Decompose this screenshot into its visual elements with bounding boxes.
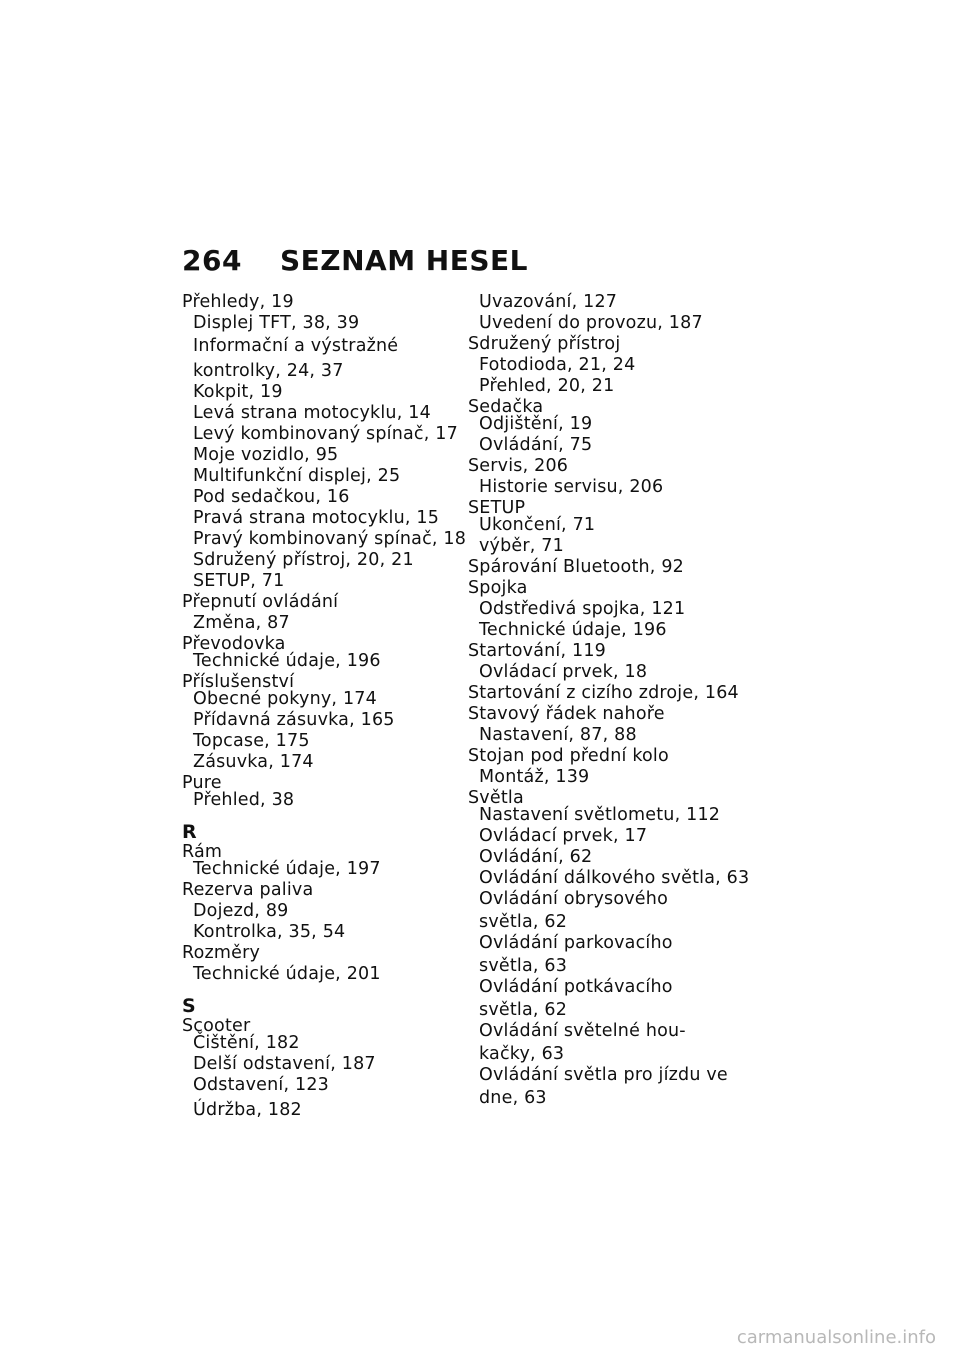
index-subentry: světla, 62 <box>479 1000 568 1020</box>
index-subentry: dne, 63 <box>479 1088 547 1108</box>
index-entry: Převodovka <box>182 634 286 654</box>
index-section-letter: R <box>182 821 197 843</box>
index-subentry: Technické údaje, 196 <box>479 620 667 640</box>
index-entry: Rám <box>182 842 223 862</box>
index-subentry: Montáž, 139 <box>479 767 590 787</box>
index-subentry: světla, 63 <box>479 956 568 976</box>
index-subentry: Ovládání dálkového světla, 63 <box>479 868 750 888</box>
page-title: SEZNAM HESEL <box>280 244 529 277</box>
index-subentry: Ovládání, 62 <box>479 847 593 867</box>
index-subentry: Pravá strana motocyklu, 15 <box>193 508 440 528</box>
index-subentry: Technické údaje, 196 <box>193 651 381 671</box>
index-subentry: Ovládací prvek, 17 <box>479 826 648 846</box>
index-subentry: výběr, 71 <box>479 536 564 556</box>
index-entry: Startování, 119 <box>468 641 607 661</box>
index-entry: Spojka <box>468 578 528 598</box>
index-subentry: Levá strana motocyklu, 14 <box>193 403 431 423</box>
index-subentry: Ovládání potkávacího <box>479 977 673 997</box>
index-column-right <box>468 292 768 1109</box>
index-subentry: Sdružený přístroj, 20, 21 <box>193 550 414 570</box>
index-subentry: Ovládání světelné hou- <box>479 1021 686 1041</box>
index-subentry: Ovládání parkovacího <box>479 933 673 953</box>
index-subentry: Uvazování, 127 <box>479 292 618 312</box>
index-entry: Přehledy, 19 <box>182 292 294 312</box>
index-subentry: Ovládání obrysového <box>479 889 668 909</box>
index-subentry: Nastavení světlometu, 112 <box>479 805 721 825</box>
index-subentry: Moje vozidlo, 95 <box>193 445 339 465</box>
index-subentry: kačky, 63 <box>479 1044 565 1064</box>
index-subentry: Čištění, 182 <box>193 1033 300 1053</box>
index-section-letter: S <box>182 995 196 1017</box>
index-subentry: Displej TFT, 38, 39 <box>193 313 360 333</box>
index-entry: Světla <box>468 788 524 808</box>
index-entry: Stavový řádek nahoře <box>468 704 665 724</box>
index-entry: SETUP <box>468 498 526 518</box>
index-subentry: Odstředivá spojka, 121 <box>479 599 686 619</box>
index-subentry: Kontrolka, 35, 54 <box>193 922 346 942</box>
index-subentry: Multifunkční displej, 25 <box>193 466 401 486</box>
index-subentry: Ukončení, 71 <box>479 515 596 535</box>
index-subentry: Dojezd, 89 <box>193 901 289 921</box>
index-subentry: Ovládání, 75 <box>479 435 593 455</box>
index-subentry: Fotodioda, 21, 24 <box>479 355 636 375</box>
index-subentry: Obecné pokyny, 174 <box>193 689 377 709</box>
index-subentry: Zásuvka, 174 <box>193 752 314 772</box>
index-subentry: kontrolky, 24, 37 <box>193 361 344 381</box>
index-subentry: Ovládací prvek, 18 <box>479 662 648 682</box>
index-subentry: Kokpit, 19 <box>193 382 283 402</box>
index-entry: Pure <box>182 773 222 793</box>
index-subentry: Levý kombinovaný spínač, 17 <box>193 424 458 444</box>
watermark: carmanualsonline.info <box>736 1327 936 1348</box>
index-subentry: světla, 62 <box>479 912 568 932</box>
index-entry: Scooter <box>182 1016 251 1036</box>
index-entry: Sedačka <box>468 397 544 417</box>
index-entry: Příslušenství <box>182 672 295 692</box>
index-entry: Sdružený přístroj <box>468 334 621 354</box>
index-subentry: Pravý kombinovaný spínač, 18 <box>193 529 467 549</box>
index-subentry: Údržba, 182 <box>193 1100 302 1120</box>
index-entry: Rezerva paliva <box>182 880 314 900</box>
index-subentry: Delší odstavení, 187 <box>193 1054 376 1074</box>
index-entry: Rozměry <box>182 943 261 963</box>
index-subentry: Odstavení, 123 <box>193 1075 329 1095</box>
index-subentry: Historie servisu, 206 <box>479 477 664 497</box>
index-subentry: Technické údaje, 201 <box>193 964 381 984</box>
index-subentry: Nastavení, 87, 88 <box>479 725 637 745</box>
index-subentry: Uvedení do provozu, 187 <box>479 313 703 333</box>
index-subentry: Informační a výstražné <box>193 336 399 356</box>
page-header <box>182 244 528 277</box>
index-subentry: Pod sedačkou, 16 <box>193 487 350 507</box>
index-entry: Přepnutí ovládání <box>182 592 339 612</box>
index-subentry: Změna, 87 <box>193 613 290 633</box>
index-subentry: Přehled, 20, 21 <box>479 376 615 396</box>
index-subentry: Přehled, 38 <box>193 790 295 810</box>
index-entry: Spárování Bluetooth, 92 <box>468 557 685 577</box>
index-entry: Startování z cizího zdroje, 164 <box>468 683 739 703</box>
index-subentry: Přídavná zásuvka, 165 <box>193 710 395 730</box>
index-entry: Servis, 206 <box>468 456 569 476</box>
index-subentry: Topcase, 175 <box>193 731 310 751</box>
index-subentry: SETUP, 71 <box>193 571 285 591</box>
index-column-left <box>182 292 482 1121</box>
index-subentry: Odjištění, 19 <box>479 414 593 434</box>
index-subentry: Technické údaje, 197 <box>193 859 381 879</box>
page-number: 264 <box>182 244 242 277</box>
index-entry: Stojan pod přední kolo <box>468 746 669 766</box>
index-subentry: Ovládání světla pro jízdu ve <box>479 1065 728 1085</box>
